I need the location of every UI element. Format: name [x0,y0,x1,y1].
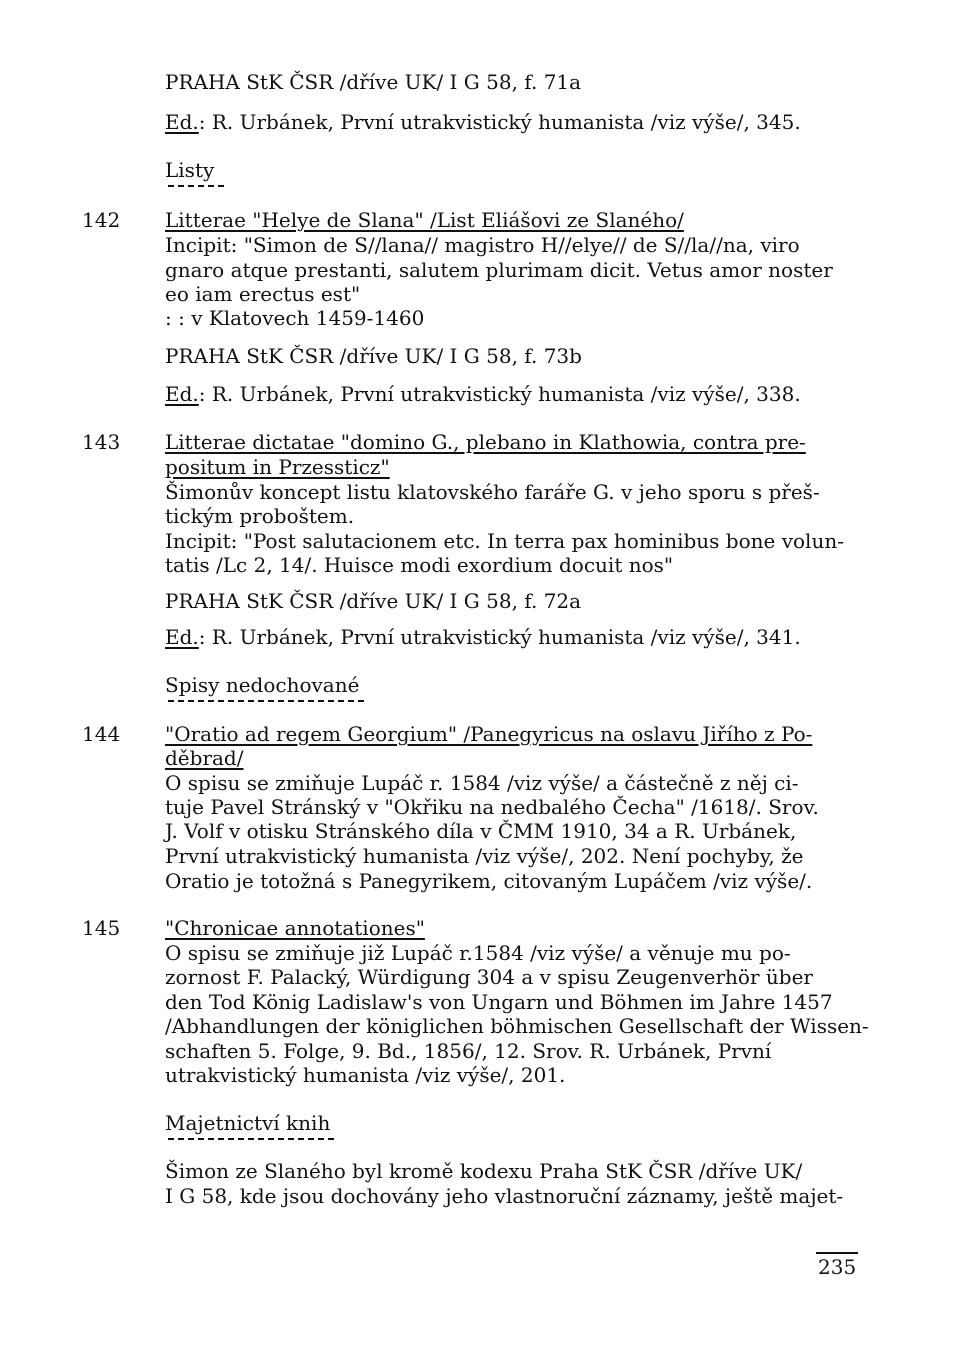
entry-text-line: den Tod König Ladislaw's von Ungarn und Böhmen im Jahre 1457 [165,990,833,1014]
section-heading-listy: Listy [165,158,215,182]
edition-line [165,624,801,650]
edition-text: : R. Urbánek, První utrakvistický humanista /viz výše/, 341. [198,625,801,649]
entry-text-line: O spisu se zmiňuje již Lupáč r.1584 /viz výše/ a věnuje mu po- [165,941,791,965]
entry-text-line: zornost F. Palacký, Würdigung 304 a v spisu Zeugenverhör über [165,965,813,989]
edition-line [165,109,801,135]
entry-text-line: /Abhandlungen der königlichen böhmischen Gesellschaft der Wissen- [165,1014,869,1038]
entry-title: "Oratio ad regem Georgium" /Panegyricus na oslavu Jiřího z Po- [165,722,813,746]
entry-text-line: Oratio je totožná s Panegyrikem, citovaným Lupáčem /viz výše/. [165,869,813,893]
entry-text-line: První utrakvistický humanista /viz výše/, 202. Není pochyby, že [165,844,804,868]
entry-text-line: tuje Pavel Stránský v "Okřiku na nedbalého Čecha" /1618/. Srov. [165,795,819,819]
source-line: PRAHA StK ČSR /dříve UK/ I G 58, f. 73b [165,344,582,368]
section-heading-majetnictvi: Majetnictví knih [165,1111,331,1135]
entry-text-line: utrakvistický humanista /viz výše/, 201. [165,1063,566,1087]
body-text-line: Šimon ze Slaného byl kromě kodexu Praha StK ČSR /dříve UK/ [165,1159,803,1183]
entry-text-line: gnaro atque prestanti, salutem plurimam dicit. Vetus amor noster [165,258,833,282]
entry-title: Litterae "Helye de Slana" /List Eliášovi ze Slaného/ [165,208,684,232]
edition-line [165,381,801,407]
entry-text-line: schaften 5. Folge, 9. Bd., 1856/, 12. Srov. R. Urbánek, První [165,1039,772,1063]
section-underline [168,185,224,187]
source-line: PRAHA StK ČSR /dříve UK/ I G 58, f. 72a [165,589,582,613]
entry-text-line: tatis /Lc 2, 14/. Huisce modi exordium docuit nos" [165,553,674,577]
edition-label: Ed. [165,625,199,649]
entry-text-line: J. Volf v otisku Stránského díla v ČMM 1910, 34 a R. Urbánek, [165,819,797,843]
edition-text: : R. Urbánek, První utrakvistický humanista /viz výše/, 338. [198,382,801,406]
section-heading-spisy: Spisy nedochované [165,673,360,697]
page-number: 235 [818,1255,857,1279]
entry-text-line: : : v Klatovech 1459-1460 [165,306,425,330]
body-text-line: I G 58, kde jsou dochovány jeho vlastnoruční záznamy, ještě majet- [165,1184,844,1208]
entry-number: 143 [82,430,121,454]
entry-title-cont: děbrad/ [165,746,244,770]
edition-label: Ed. [165,382,199,406]
section-underline [168,1138,334,1140]
entry-number: 142 [82,208,121,232]
entry-text-line: Incipit: "Simon de S//lana// magistro H//elye// de S//la//na, viro [165,233,800,257]
entry-text-line: Šimonův koncept listu klatovského faráře G. v jeho sporu s přeš- [165,480,820,504]
entry-title-cont: positum in Przessticz" [165,455,390,479]
source-line: PRAHA StK ČSR /dříve UK/ I G 58, f. 71a [165,70,582,94]
section-underline [168,700,364,702]
entry-number: 144 [82,722,121,746]
entry-text-line: eo iam erectus est" [165,282,361,306]
edition-text: : R. Urbánek, První utrakvistický humanista /viz výše/, 345. [198,110,801,134]
edition-label: Ed. [165,110,199,134]
entry-number: 145 [82,916,121,940]
entry-text-line: tickým proboštem. [165,504,355,528]
entry-title: Litterae dictatae "domino G., plebano in Klathowia, contra pre- [165,430,806,454]
entry-text-line: Incipit: "Post salutacionem etc. In terra pax hominibus bone volun- [165,529,844,553]
entry-text-line: O spisu se zmiňuje Lupáč r. 1584 /viz výše/ a částečně z něj ci- [165,771,799,795]
entry-title: "Chronicae annotationes" [165,916,425,940]
